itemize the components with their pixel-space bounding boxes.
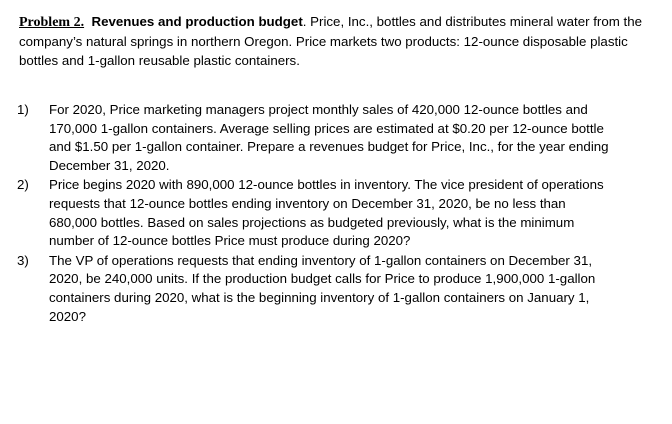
problem-intro: [19, 12, 659, 70]
question-number: 1): [17, 102, 29, 117]
document-body: [19, 12, 659, 70]
question-text: Price begins 2020 with 890,000 12-ounce bottles in inventory. The vice president of operations requests that 12-ounce bottles ending inventory on December 31, 2020, be no less than 680,000 bottles. Based on sales projections as budgeted previously, what is the minimum number of 12-ounce bottles Price must produce during 2020?: [49, 177, 604, 249]
question-text: For 2020, Price marketing managers project monthly sales of 420,000 12-ounce bottles and 170,000 1-gallon containers. Average selling prices are estimated at $0.20 per 12-ounce bottle and $1.50 per 1-gallon container. Prepare a revenues budget for Price, Inc., for the year ending December 31, 2020.: [49, 102, 609, 173]
question-list: [17, 101, 612, 327]
list-item: [17, 176, 612, 250]
problem-intro-text: . Price, Inc., bottles and distributes mineral water from the company’s natural springs in northern Oregon. Price markets two products: 12-ounce disposable plastic bottles and 1-gallon reusable plastic containers.: [19, 14, 642, 68]
question-text: The VP of operations requests that ending inventory of 1-gallon containers on December 31, 2020, be 240,000 units. If the production budget calls for Price to produce 1,900,000 1-gallon containers during 2020, what is the beginning inventory of 1-gallon containers on January 1, 2020?: [49, 252, 596, 324]
list-item: [17, 101, 612, 175]
question-number: 3): [17, 252, 29, 268]
question-number: 2): [17, 177, 29, 193]
list-item: [17, 252, 612, 326]
problem-title: Revenues and production budget: [91, 14, 303, 29]
problem-label: Problem 2.: [19, 15, 85, 30]
